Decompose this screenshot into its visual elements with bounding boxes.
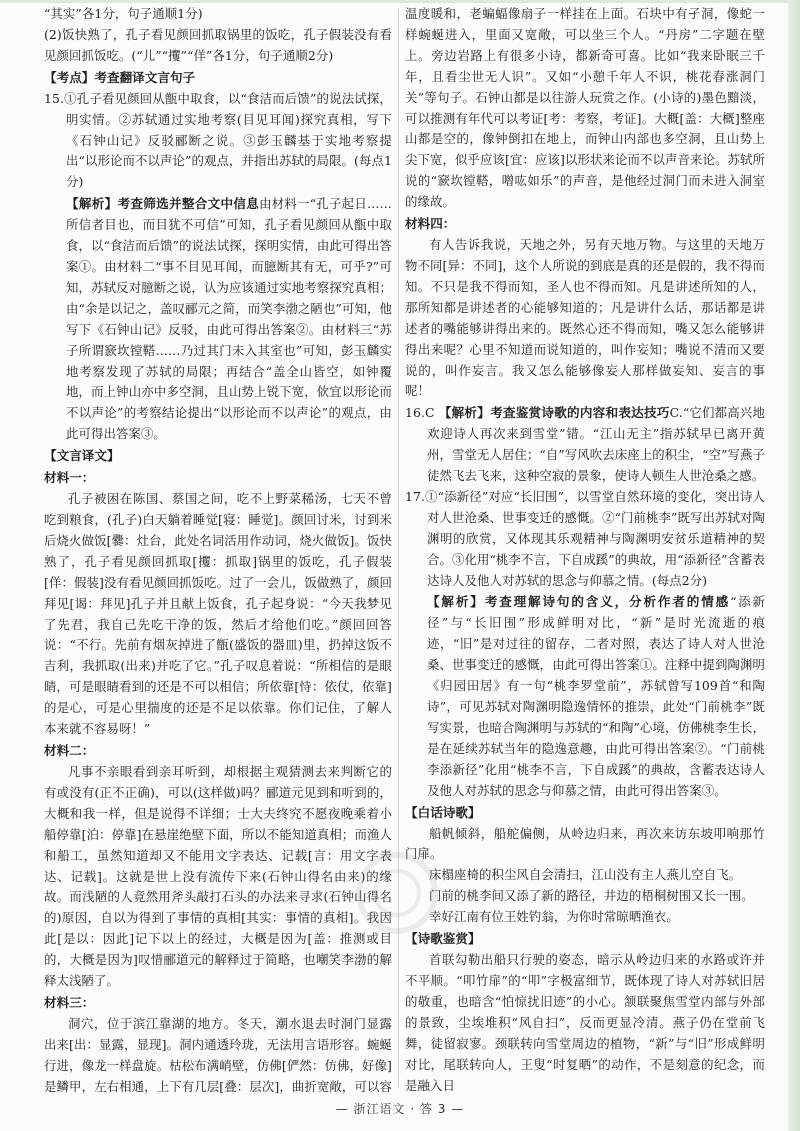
right-column (405, 4, 765, 1094)
question-15-text: ①孔子看见颜回从甑中取食，以“食洁而后馈”的说法试探，明实情。②苏轼通过实地考察(目见耳闻)探究真相，写下《石钟山记》反驳郦断之说。③彭玉麟基于实地考察提出“以形论而不以声论”的观点，并指出苏轼的局限。(每点1分) (64, 90, 392, 190)
analysis-tag-15: 【解析】考查筛选并整合文中信息 (66, 196, 260, 212)
analysis-text-17: “添新径”与“长旧围”形成鲜明对比，“新”是时光流逝的痕迹，“旧”是对过往的留存，二者对照，表达了诗人对人世沧桑、世事变迁的感慨，由此可得出答案①。注释中提到陶渊明《归园田居》有一句“桃李罗堂前”，苏轼曾写109首“和陶诗”，可见苏轼对陶渊明隐逸情怀的推崇，此处“门前桃李”既写实景，也暗合陶渊明与苏轼的“和陶”心境，仿佛桃李生长，是在延续苏轼当年的隐逸意趣，由此可得出答案②。“门前桃李添新径”化用“桃李不言，下自成蹊”的典故，含蓄表达诗人及他人对苏轼的思念与仰慕之情，由此可得出答案③。 (427, 594, 765, 798)
question-16-choice: C (425, 405, 435, 421)
analysis-tag-17: 【解析】考查理解诗句的含义，分析作者的情感 (427, 594, 731, 610)
material-3-heading: 材料三： (44, 994, 95, 1010)
watermark-logo-icon (352, 848, 442, 938)
analysis-tag-16: 【解析】考查鉴赏诗歌的内容和表达技巧 (438, 405, 670, 421)
question-15-analysis (44, 193, 392, 445)
material-3-translation: 洞穴，位于滨江靠湖的地方。冬天，潮水退去时洞门显露出来[出：显露，显现]。洞内通透玲珑，无法用言语形容。蜿蜒行进，像龙一样盘旋。枯松布满峭壁，仿佛[俨然：仿佛，好像]是鳞甲，左右相通，上下有几层[叠：层次]，曲折宽敞，可以容 (44, 1015, 392, 1094)
question-17-text: ①“添新径”对应“长旧围”，以雪堂自然环境的变化，突出诗人对人世沧桑、世事变迁的感慨。②“门前桃李”既写出苏轼对陶渊明的欣赏，又体现其乐观精神与陶渊明安贫乐道精神的契合。③化用“桃李不言，下自成蹊”的典故，用“添新径”含蓄表达诗人及他人对苏轼的思念与仰慕之情。(每点2分) (425, 488, 765, 588)
question-16-number: 16. (405, 405, 426, 421)
exam-point-translation: 【考点】考查翻译文言句子 (44, 69, 196, 85)
material-2-heading: 材料二： (44, 743, 95, 758)
vernacular-line-1: 船帆倾斜，船舵偏侧，从岭边归来，再次来访东坡叩响那竹门扉。 (405, 825, 765, 862)
question-15-answer (44, 89, 392, 194)
question-17-answer (405, 487, 765, 592)
question-15-number: 15. (44, 90, 65, 106)
vernacular-line-3: 门前的桃李间又添了新的路径，井边的梧桐树围又长一围。 (429, 888, 754, 904)
material-4-translation: 有人告诉我说，天地之外，另有天地万物。与这里的天地万物不同[异：不同]，这个人所说的到底是真的还是假的，我不得而知。不只是我不得而知，圣人也不得而知。凡是讲述所知的人，那所知都是讲述者的心能够知道的；凡是讲什么话，那话都是讲述者的嘴能够讲得出来的。既然心还不得而知，嘴又怎么能够讲得出来呢？心里不知道而说知道的，叫作妄知；嘴说不清而又要说的，叫作妄言。我又怎么能够像妄人那样做妄知、妄言的事呢！ (405, 237, 765, 399)
analysis-text-15: 由材料一“孔子起日……所信者目也，而目犹不可信”可知，孔子看见颜回从甑中取食，以“食洁而后馈”的说法试探，探明实情，由此可得出答案①。由材料二“事不目见耳闻，而臆断其有无，可乎?”可知，苏轼反对臆断之说，认为应该通过实地考察探究真相；由“余是以记之，盖叹郦元之简，而笑李渤之陋也”可知，他写下《石钟山记》反驳，由此可得出答案②。由材料三“苏子所谓窾坎镗鞳……乃过其门未入其室也”可知，彭玉麟实地考察发现了苏轼的局限；再结合“盖全山皆空，如钟覆地，而上钟山亦中多空洞，且山势上锐下宽，佽宜以形论而不以声论”的考察结论提出“以形论而不以声论”的观点，由此可得出答案③。 (66, 196, 392, 442)
material-4-heading: 材料四： (405, 216, 456, 232)
material-1-heading: 材料一： (44, 470, 95, 486)
material-3-translation-cont: 温度暖和，老蝙蝠像扇子一样挂在上面。石块中有孑洞，像蛇一样蜿蜒进入，里面又宽敞，可以坐三个人。“丹房”二字题在壁上。旁边岩路上有很多小诗，都新奇可喜。比如“我来卧眠三千年，且看尘世无人识”。又如“小憩千年人不识，桃花春涨洞门关”等句子。石钟山都是以往游人玩赏之作。(小诗的)墨色黯淡，可以推测有年代可以考证[考：考察，考证]。大概[盖：大概]整座山都是空的，像钟倒扣在地上，而钟山内部也多空洞，且山势上尖下宽，似乎应该[宜：应该]以形状来论而不以声音来论。苏轼所说的“窾坎镗鞳，噌吰如乐”的声音，是他经过洞门而未进入洞室的缘故。 (405, 6, 765, 210)
page-footer: — 浙江语文 · 答 3 — (335, 1102, 465, 1116)
vernacular-poem-heading: 【白话诗歌】 (405, 804, 481, 820)
vernacular-line-2: 床榻座椅的积尘风自会清扫，江山没有主人燕儿空自飞。 (429, 867, 742, 883)
poem-appreciation-heading: 【诗歌鉴赏】 (405, 931, 481, 947)
translation-answer-2: (2)饭快熟了，孔子看见颜回抓取锅里的饭吃，孔子假装没有看见颜回抓饭吃。(“儿”“攫”“佯”各1分，句子通顺2分) (44, 26, 392, 63)
material-2-translation: 凡事不亲眼看到亲耳听到，却根据主观猜测去来判断它的有或没有(正不正确)，可以(这样做)吗？郦道元见到和听到的，大概和我一样，但是说得不详细；士大夫终究不愿夜晚乘着小船停靠[泊：停靠]在悬崖绝壁下面，所以不能知道真相；而渔人和船工，虽然知道却又不能用文字表达、记载[言：用文字表达、记载]。这就是世上没有流传下来(石钟山得名由来)的缘故。而浅陋的人竟然用斧头敲打石头的办法来寻求(石钟山得名的)原因，自以为得到了事情的真相[其实：事情的真相]。我因此[是以：因此]记下以上的经过，大概是因为[盖：推测或目的，大概是因为]叹惜郦道元的解释过于简略，也嘲笑李渤的解释太浅陋了。 (44, 764, 392, 989)
question-17-analysis (405, 591, 765, 801)
classical-translation-heading: 【文言译文】 (44, 448, 120, 464)
material-1-translation: 孔子被困在陈国、蔡国之间，吃不上野菜稀汤，七天不曾吃到粮食，(孔子)白天躺着睡觉[寝：睡觉]。颜回讨米，讨到米后烧火做饭[爨：灶台，此处名词活用作动词，烧火做饭]。饭快熟了，孔子看见颜回抓取[攫：抓取]锅里的饭吃，孔子假装[佯：假装]没有看见颜回抓饭吃。过了一会儿，饭做熟了，颜回拜见[谒：拜见]孔子并且献上饭食，孔子起身说：“今天我梦见了先君，我自己先吃干净的饭，然后才给他们吃。”颜回回答说：“不行。先前有烟灰掉进了甑(盛饭的器皿)里，扔掉这饭不吉利，我抓取(出来)并吃了它。”孔子叹息着说：“所相信的是眼睛，可是眼睛看到的还是不可以相信；所依靠[恃：依仗，依靠]的是心，可是心里揣度的还是不足以依靠。你们记住，了解人本来就不容易呀！” (44, 491, 392, 737)
page-edge (788, 0, 800, 1131)
question-16-answer (405, 402, 765, 487)
left-column (44, 4, 392, 1094)
top-border (0, 0, 800, 3)
prev-answer-tail: “其实”各1分，句子通顺1分) (44, 6, 203, 21)
question-17-number: 17. (405, 488, 426, 504)
analysis-text-16: C.“它们都高兴地欢迎诗人再次来到雪堂”错。“江山无主”指苏轼早已离开黄州，雪堂无人居住；“自”写风吹去床座上的积尘，“空”写燕子徒然飞去飞来，这种空寂的景象，使诗人顿生人世沧桑之感。 (427, 405, 765, 484)
vernacular-line-4: 幸好江南有位王姓钓翁，为你时常晾晒渔衣。 (429, 909, 679, 925)
poem-appreciation-text: 首联勾勒出船只行驶的姿态，暗示从岭边归来的水路或许并不平顺。“叩竹扉”的“叩”字极富细节，既体现了诗人对苏轼旧居的敬重，也暗含“怕惊扰旧迹”的小心。颔联聚焦雪堂内部与外部的景致，尘埃堆积“风自扫”，反而更显冷清。燕子仍在堂前飞舞，徒留寂寥。颈联转向雪堂周边的植物，“新”与“旧”形成鲜明对比，尾联转向人，王叟“时复晒”的动作，不是刻意的纪念，而是融入日 (405, 952, 765, 1093)
